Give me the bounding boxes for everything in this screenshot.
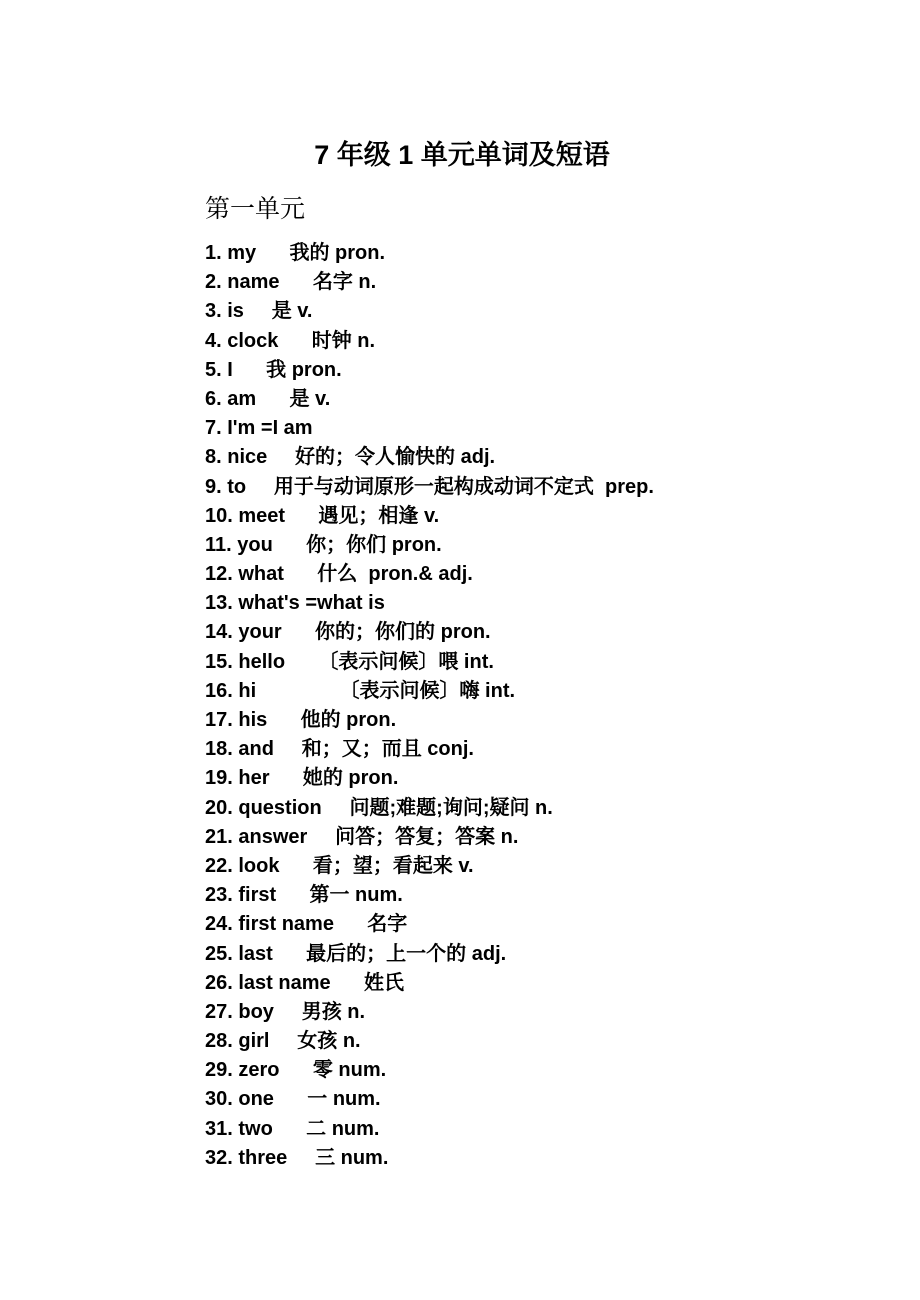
vocab-term: 22. look — [205, 854, 280, 877]
vocab-gap — [279, 1059, 312, 1081]
vocab-item — [205, 473, 654, 502]
vocab-term: 7. I'm =I am — [205, 417, 313, 440]
vocab-gap — [307, 826, 335, 848]
vocab-term: 24. first name — [205, 913, 334, 936]
vocab-term: 17. his — [205, 709, 268, 731]
vocab-gap — [276, 884, 309, 906]
vocab-term: 8. nice — [205, 446, 268, 469]
vocab-item — [205, 1085, 654, 1114]
vocab-gap — [285, 651, 318, 673]
vocab-gap — [285, 505, 318, 527]
vocab-term: 28. girl — [205, 1030, 270, 1053]
vocab-term: 9. to — [205, 475, 247, 498]
vocab-item — [205, 268, 654, 297]
vocab-item — [205, 502, 654, 531]
vocab-term: 32. three — [205, 1146, 288, 1169]
vocab-meaning: 你；你们 pron. — [306, 533, 442, 556]
vocab-meaning: 名字 — [367, 913, 408, 936]
vocab-item — [205, 414, 654, 443]
vocab-item — [205, 677, 654, 706]
vocab-gap — [273, 943, 306, 965]
vocab-gap — [274, 1001, 302, 1023]
vocab-item — [205, 618, 654, 647]
vocab-term: 14. your — [205, 621, 282, 644]
vocab-item — [205, 881, 654, 910]
vocab-gap — [256, 242, 289, 264]
vocab-meaning: 什么 pron.& adj. — [317, 563, 473, 586]
vocab-meaning: 用于与动词原形一起构成动词不定式 prep. — [273, 475, 654, 498]
vocab-item — [205, 1027, 654, 1056]
vocab-item — [205, 356, 654, 385]
vocab-meaning: 我的 pron. — [289, 242, 386, 264]
vocab-item — [205, 648, 654, 677]
vocab-gap — [279, 855, 312, 877]
vocab-item — [205, 531, 654, 560]
vocab-meaning: 好的；令人愉快的 adj. — [295, 446, 496, 469]
vocab-meaning: 最后的；上一个的 adj. — [306, 942, 507, 965]
vocab-meaning: 是 v. — [271, 300, 313, 323]
vocab-item — [205, 1115, 654, 1144]
vocab-term: 10. meet — [205, 504, 286, 527]
vocab-term: 4. clock — [205, 329, 279, 352]
vocab-item — [205, 823, 654, 852]
vocab-meaning: 问题;难题;询问;疑问 n. — [349, 796, 553, 819]
vocab-meaning: 男孩 n. — [301, 1000, 366, 1023]
vocab-term: 2. name — [205, 271, 280, 294]
vocab-gap — [273, 1118, 306, 1140]
vocab-meaning: 是 v. — [289, 387, 331, 410]
vocab-term: 26. last name — [205, 971, 331, 994]
vocab-term: 31. two — [205, 1117, 273, 1140]
vocab-meaning: 看；望；看起来 v. — [312, 854, 474, 877]
vocab-meaning: 我 pron. — [266, 358, 342, 381]
vocab-gap — [256, 388, 289, 410]
vocab-item — [205, 969, 654, 998]
vocab-term: 29. zero — [205, 1059, 280, 1082]
vocab-gap — [334, 913, 367, 935]
vocab-term: 13. what's =what is — [205, 592, 385, 615]
vocab-item — [205, 940, 654, 969]
vocab-term: 12. what — [205, 563, 284, 586]
vocab-gap — [279, 271, 312, 293]
vocab-gap — [322, 797, 350, 819]
vocab-gap — [274, 738, 302, 760]
vocab-meaning: 她的 pron. — [302, 767, 399, 790]
vocab-meaning: 女孩 n. — [297, 1030, 361, 1053]
vocab-item — [205, 327, 654, 356]
vocab-gap — [246, 476, 274, 498]
vocab-item — [205, 998, 654, 1027]
vocab-term: 16. hi — [205, 679, 257, 702]
vocab-term: 15. hello — [205, 650, 286, 673]
vocab-item — [205, 910, 654, 939]
vocab-meaning: 〔表示问候〕喂 int. — [318, 650, 494, 673]
vocab-gap — [273, 534, 306, 556]
vocab-item — [205, 1056, 654, 1085]
vocab-gap — [282, 621, 315, 643]
vocab-gap — [269, 1030, 297, 1052]
vocab-meaning: 第一 num. — [309, 884, 403, 907]
vocab-gap — [284, 563, 317, 585]
vocab-item — [205, 764, 654, 793]
vocab-item — [205, 735, 654, 764]
vocab-meaning: 三 num. — [315, 1146, 389, 1169]
vocab-item — [205, 239, 654, 268]
vocab-gap — [244, 300, 272, 322]
vocab-item — [205, 589, 654, 618]
vocab-gap — [278, 330, 311, 352]
vocab-gap — [233, 359, 266, 381]
vocab-term: 21. answer — [205, 825, 308, 848]
vocab-gap — [256, 680, 339, 702]
vocab-gap — [267, 709, 300, 731]
vocab-meaning: 遇见；相逢 v. — [318, 504, 440, 527]
vocab-item — [205, 297, 654, 326]
vocab-term: 30. one — [205, 1088, 274, 1111]
vocab-meaning: 一 num. — [307, 1088, 381, 1111]
vocab-term: 23. first — [205, 884, 277, 907]
unit-heading: 第一单元 — [205, 195, 306, 223]
vocab-item — [205, 1144, 654, 1173]
vocab-term: 1. my — [205, 242, 257, 264]
vocab-meaning: 零 num. — [312, 1059, 387, 1082]
vocab-term: 27. boy — [205, 1000, 274, 1023]
vocab-gap — [331, 972, 364, 994]
vocab-meaning: 和；又；而且 conj. — [301, 738, 474, 761]
vocab-term: 25. last — [205, 942, 273, 965]
vocab-meaning: 他的 pron. — [300, 709, 397, 731]
page-title: 7 年级 1 单元单词及短语 — [314, 140, 610, 170]
vocab-meaning: 〔表示问候〕嗨 int. — [339, 679, 516, 702]
vocab-term: 18. and — [205, 738, 274, 761]
vocab-term: 6. am — [205, 387, 257, 410]
vocab-gap — [287, 1147, 315, 1169]
vocab-gap — [274, 1088, 307, 1110]
vocab-item — [205, 385, 654, 414]
vocab-item — [205, 794, 654, 823]
vocab-term: 19. her — [205, 767, 270, 790]
vocabulary-list — [205, 239, 654, 1173]
vocab-item — [205, 560, 654, 589]
vocab-meaning: 名字 n. — [312, 271, 377, 294]
vocab-item — [205, 852, 654, 881]
vocab-term: 11. you — [205, 533, 273, 556]
vocab-item — [205, 443, 654, 472]
vocab-meaning: 二 num. — [306, 1117, 380, 1140]
vocab-item — [205, 706, 654, 735]
vocab-gap — [269, 767, 302, 789]
vocab-term: 5. I — [205, 358, 233, 381]
vocab-meaning: 时钟 n. — [311, 329, 376, 352]
vocab-meaning: 你的；你们的 pron. — [315, 621, 491, 644]
vocab-term: 20. question — [205, 796, 322, 819]
vocab-meaning: 问答；答复；答案 n. — [335, 825, 519, 848]
vocab-meaning: 姓氏 — [363, 971, 404, 994]
vocab-gap — [267, 446, 295, 468]
vocab-term: 3. is — [205, 300, 244, 323]
